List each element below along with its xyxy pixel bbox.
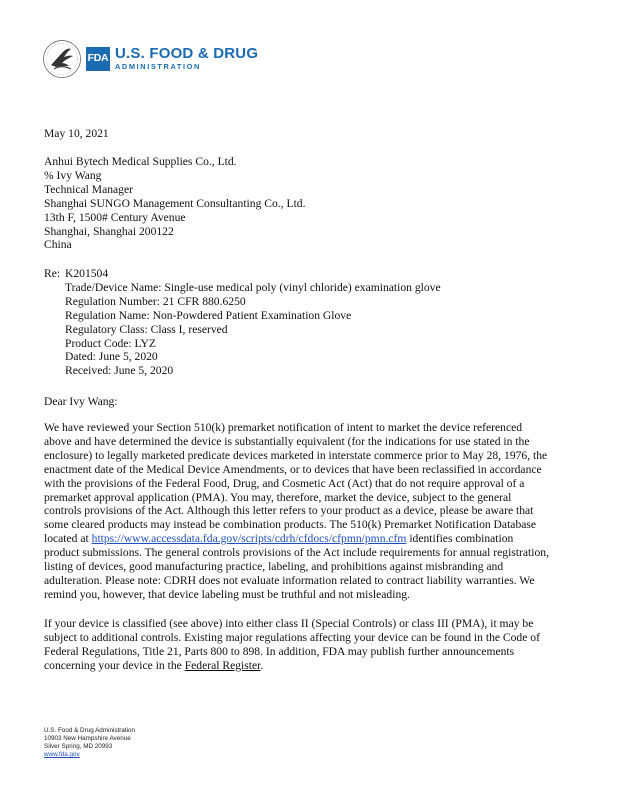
agency-sub: ADMINISTRATION — [115, 62, 201, 71]
pmn-database-link[interactable]: https://www.accessdata.fda.gov/scripts/cdrh/cfdocs/cfpmn/pmn.cfm — [91, 532, 407, 546]
fda-website-link[interactable]: www.fda.gov — [44, 751, 80, 759]
fda-logo — [42, 38, 258, 80]
address-line: Technical Manager — [44, 182, 133, 196]
paragraph-2: If your device is classified (see above) into either class II (Special Controls) or class III (PMA), it may be subject to additional controls. Existing major regulations affecting your device can be found in the Code of Federal Regulations, Title 21, Parts 800 to 898. In addition, FDA may publish further announcements concerning your device in the Federal Register. — [44, 617, 540, 672]
re-block — [44, 267, 584, 378]
letter-date: May 10, 2021 — [44, 127, 109, 140]
re-detail: Trade/Device Name: Single-use medical poly (vinyl chloride) examination glove — [65, 280, 441, 294]
footer-address: U.S. Food & Drug Administration 10903 New Hampshire Avenue Silver Spring, MD 20993 www.fda.gov — [44, 727, 135, 759]
re-detail: Product Code: LYZ — [65, 336, 156, 350]
federal-register-link[interactable]: Federal Register — [184, 658, 261, 672]
k-number: K201504 — [65, 267, 109, 280]
re-detail: Regulatory Class: Class I, reserved — [65, 322, 228, 336]
fda-box: FDA — [86, 47, 110, 71]
re-detail: Regulation Name: Non-Powdered Patient Examination Glove — [65, 308, 352, 322]
re-detail: Dated: June 5, 2020 — [65, 350, 158, 364]
hhs-eagle-icon — [42, 39, 82, 79]
address-line: Shanghai, Shanghai 200122 — [44, 224, 174, 238]
recipient-address — [44, 155, 584, 252]
address-line: 13th F, 1500# Century Avenue — [44, 210, 186, 224]
address-line: China — [44, 238, 72, 252]
re-detail: Received: June 5, 2020 — [65, 364, 174, 378]
agency-name: U.S. FOOD & DRUG — [115, 45, 259, 62]
re-detail: Regulation Number: 21 CFR 880.6250 — [65, 294, 246, 308]
re-line: Re: K201504 — [44, 267, 109, 280]
address-line: Shanghai SUNGO Management Consultanting Co., Ltd. — [44, 196, 306, 210]
salutation: Dear Ivy Wang: — [44, 395, 118, 408]
paragraph-1: We have reviewed your Section 510(k) premarket notification of intent to market the device referenced above and have determined the device is substantially equivalent (for the indications for use stated in the enclosure) to legally marketed predicate devices marketed in interstate commerce prior to May 28, 1976, the enactment date of the Medical Device Amendments, or to devices that have been reclassified in accordance with the provisions of the Federal Food, Drug, and Cosmetic Act (Act) that do not require approval of a premarket approval application (PMA). You may, therefore, market the device, subject to the general controls provisions of the Act. Although this letter refers to your product as a device, please be aware that some cleared products may instead be combination products. The 510(k) Premarket Notification Database located at https://www.accessdata.fda.gov/scripts/cdrh/cfdocs/cfpmn/pmn.cfm identifies combination product submissions. The general controls provisions of the Act include requirements for annual registration, listing of devices, good manufacturing practice, labeling, and prohibitions against misbranding and adulteration. Please note: CDRH does not evaluate information related to contract liability warranties. We remind you, however, that device labeling must be truthful and not misleading. — [44, 421, 549, 601]
address-line: % Ivy Wang — [44, 168, 102, 182]
address-line: Anhui Bytech Medical Supplies Co., Ltd. — [44, 155, 237, 168]
